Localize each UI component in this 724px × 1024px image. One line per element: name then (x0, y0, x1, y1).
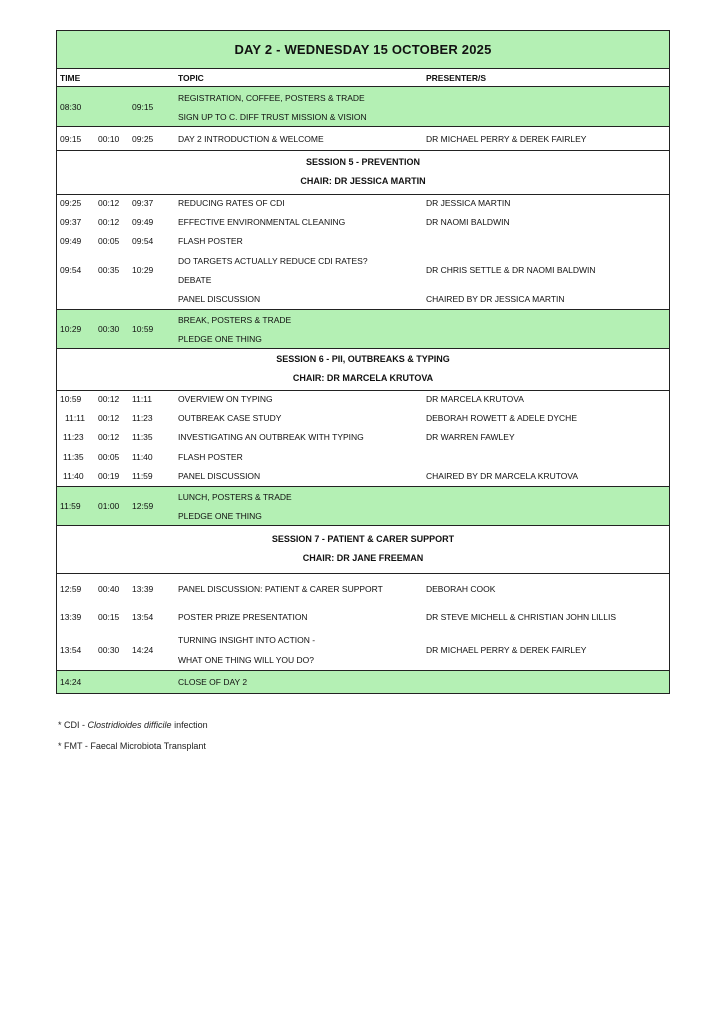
session-chair: CHAIR: DR MARCELA KRUTOVA (292, 373, 434, 383)
start-time: 09:15 (60, 134, 82, 144)
topic: DO TARGETS ACTUALLY REDUCE CDI RATES? (178, 256, 368, 266)
start-time: 10:29 (60, 324, 82, 334)
header-presenter: PRESENTER/S (426, 73, 486, 83)
session-header (57, 349, 669, 391)
table-row (57, 671, 669, 693)
presenter: CHAIRED BY DR JESSICA MARTIN (426, 294, 565, 304)
footnote-fmt: * FMT - Faecal Microbiota Transplant (58, 741, 206, 751)
end-time: 14:24 (132, 645, 154, 655)
topic: REGISTRATION, COFFEE, POSTERS & TRADE (178, 93, 365, 103)
footnote-cdi-suffix: infection (171, 720, 208, 730)
topic: OVERVIEW ON TYPING (178, 394, 273, 404)
table-row (57, 310, 669, 349)
start-time: 11:35 (63, 452, 84, 462)
topic: WHAT ONE THING WILL YOU DO? (178, 655, 315, 665)
end-time: 09:37 (132, 198, 154, 208)
duration: 00:10 (98, 134, 120, 144)
header-topic: TOPIC (178, 73, 204, 83)
presenter: DR NAOMI BALDWIN (426, 217, 510, 227)
start-time: 11:59 (60, 501, 81, 511)
start-time: 11:23 (63, 432, 84, 442)
presenter: DR MICHAEL PERRY & DEREK FAIRLEY (426, 134, 587, 144)
header-time: TIME (60, 73, 81, 83)
topic: LUNCH, POSTERS & TRADE (178, 492, 292, 502)
end-time: 13:54 (132, 612, 154, 622)
start-time: 10:59 (60, 394, 82, 404)
table-row (57, 87, 669, 127)
duration: 00:12 (98, 198, 120, 208)
agenda-table (56, 30, 670, 694)
presenter: DEBORAH ROWETT & ADELE DYCHE (426, 413, 577, 423)
topic: FLASH POSTER (178, 236, 243, 246)
duration: 00:12 (98, 394, 120, 404)
presenter: CHAIRED BY DR MARCELA KRUTOVA (426, 471, 579, 481)
duration: 00:05 (98, 236, 120, 246)
end-time: 11:40 (132, 452, 153, 462)
end-time: 11:35 (132, 432, 153, 442)
session-title: SESSION 5 - PREVENTION (305, 157, 421, 167)
duration: 00:30 (98, 324, 120, 334)
topic: INVESTIGATING AN OUTBREAK WITH TYPING (178, 432, 364, 442)
presenter: DR WARREN FAWLEY (426, 432, 515, 442)
start-time: 13:54 (60, 645, 82, 655)
topic: SIGN UP TO C. DIFF TRUST MISSION & VISION (178, 112, 367, 122)
end-time: 09:15 (132, 102, 154, 112)
session-chair: CHAIR: DR JESSICA MARTIN (300, 176, 426, 186)
start-time: 09:37 (60, 217, 82, 227)
table-header (57, 69, 669, 87)
start-time: 09:49 (60, 236, 82, 246)
footnote-cdi-prefix: * CDI - (58, 720, 88, 730)
session-chair: CHAIR: DR JANE FREEMAN (302, 553, 424, 563)
topic: REDUCING RATES OF CDI (178, 198, 285, 208)
footnote-cdi-italic: Clostridioides difficile (87, 720, 172, 730)
start-time: 12:59 (60, 584, 82, 594)
duration: 00:15 (98, 612, 120, 622)
presenter: DR MARCELA KRUTOVA (426, 394, 524, 404)
end-time: 11:23 (132, 413, 153, 423)
presenter: DR JESSICA MARTIN (426, 198, 511, 208)
end-time: 09:54 (132, 236, 154, 246)
end-time: 11:11 (132, 394, 153, 404)
duration: 00:12 (98, 432, 120, 442)
end-time: 10:59 (132, 324, 154, 334)
topic: FLASH POSTER (178, 452, 243, 462)
footnote-cdi (58, 720, 208, 730)
end-time: 12:59 (132, 501, 154, 511)
duration: 00:35 (98, 265, 120, 275)
table-row (57, 487, 669, 526)
start-time: 14:24 (60, 677, 82, 687)
duration: 00:30 (98, 645, 120, 655)
start-time: 13:39 (60, 612, 82, 622)
duration: 01:00 (98, 501, 120, 511)
duration: 00:19 (98, 471, 120, 481)
session-title: SESSION 7 - PATIENT & CARER SUPPORT (271, 534, 455, 544)
session-title: SESSION 6 - PII, OUTBREAKS & TYPING (276, 354, 450, 364)
topic: CLOSE OF DAY 2 (178, 677, 248, 687)
topic: PLEDGE ONE THING (178, 334, 262, 344)
presenter: DEBORAH COOK (426, 584, 496, 594)
page-title: DAY 2 - WEDNESDAY 15 OCTOBER 2025 (57, 31, 669, 69)
start-time: 11:40 (63, 471, 84, 481)
topic: PANEL DISCUSSION (178, 471, 261, 481)
presenter: DR STEVE MICHELL & CHRISTIAN JOHN LILLIS (426, 612, 617, 622)
session-items (57, 574, 669, 671)
start-time: 08:30 (60, 102, 82, 112)
duration: 00:05 (98, 452, 120, 462)
end-time: 13:39 (132, 584, 154, 594)
end-time: 10:29 (132, 265, 154, 275)
presenter: DR CHRIS SETTLE & DR NAOMI BALDWIN (426, 265, 596, 275)
end-time: 09:49 (132, 217, 154, 227)
duration: 00:12 (98, 217, 120, 227)
end-time: 09:25 (132, 134, 154, 144)
topic: BREAK, POSTERS & TRADE (178, 315, 292, 325)
table-row (57, 127, 669, 151)
session-items (57, 195, 669, 310)
start-time: 09:54 (60, 265, 82, 275)
topic: DAY 2 INTRODUCTION & WELCOME (178, 134, 324, 144)
topic: DEBATE (178, 275, 212, 285)
duration: 00:40 (98, 584, 120, 594)
start-time: 09:25 (60, 198, 82, 208)
session-header (57, 151, 669, 195)
presenter: DR MICHAEL PERRY & DEREK FAIRLEY (426, 645, 587, 655)
end-time: 11:59 (132, 471, 153, 481)
topic: PLEDGE ONE THING (178, 511, 262, 521)
session-header (57, 526, 669, 574)
topic: PANEL DISCUSSION: PATIENT & CARER SUPPORT (178, 584, 383, 594)
start-time: 11:11 (65, 413, 86, 423)
topic: OUTBREAK CASE STUDY (178, 413, 282, 423)
duration: 00:12 (98, 413, 120, 423)
topic: EFFECTIVE ENVIRONMENTAL CLEANING (178, 217, 346, 227)
topic: PANEL DISCUSSION (178, 294, 261, 304)
topic: POSTER PRIZE PRESENTATION (178, 612, 308, 622)
session-items (57, 391, 669, 487)
topic: TURNING INSIGHT INTO ACTION - (178, 635, 316, 645)
